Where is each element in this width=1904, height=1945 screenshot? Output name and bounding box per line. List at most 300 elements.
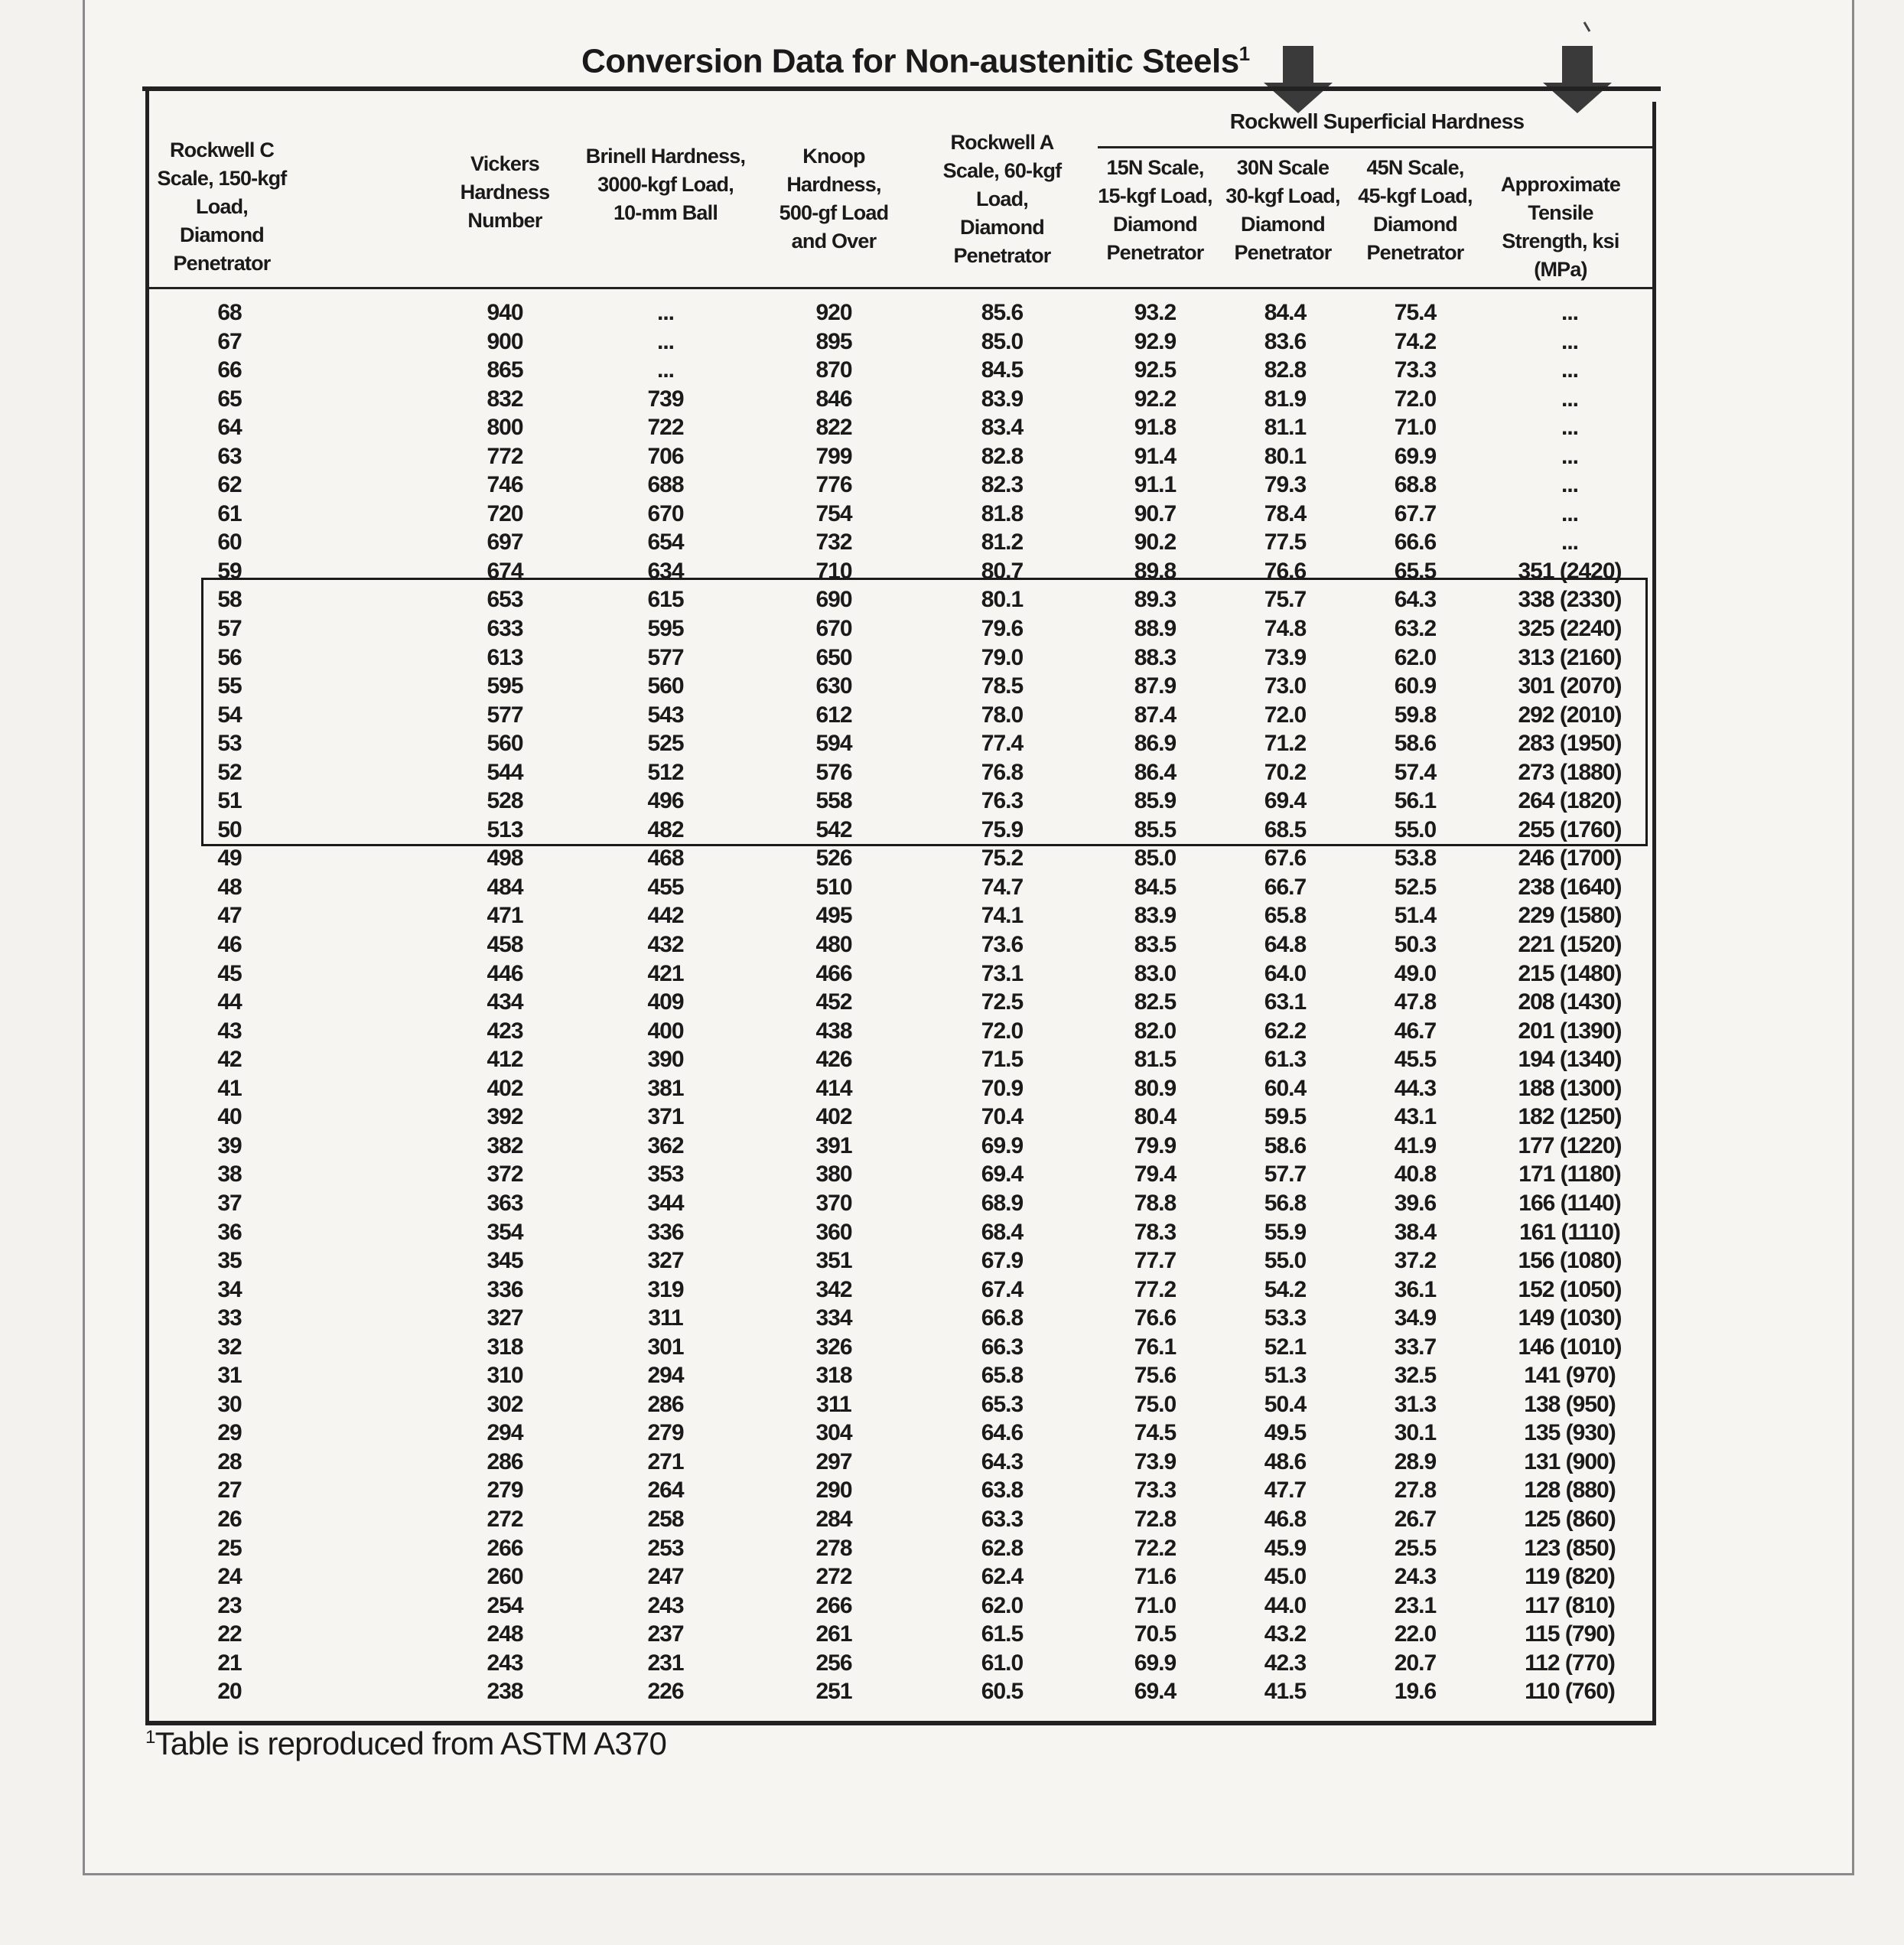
table-row — [145, 844, 1656, 873]
n45-cell: 38.4 — [1394, 1219, 1437, 1245]
tensile-cell: ... — [1561, 500, 1578, 526]
knoop-cell: 754 — [815, 500, 852, 526]
tensile-cell: 283 (1950) — [1518, 731, 1622, 757]
n45-cell: 33.7 — [1394, 1334, 1437, 1360]
n15-cell: 86.9 — [1134, 731, 1177, 757]
rockwell-c-cell: 41 — [217, 1075, 242, 1101]
n15-cell: 72.2 — [1134, 1535, 1177, 1561]
tensile-cell: 131 (900) — [1524, 1448, 1616, 1474]
table-row — [145, 930, 1656, 959]
table-row — [145, 385, 1656, 414]
n30-cell: 49.5 — [1264, 1420, 1307, 1446]
brinell-cell: 442 — [647, 903, 684, 929]
n30-cell: 52.1 — [1264, 1334, 1307, 1360]
rockwell-a-cell: 70.9 — [981, 1075, 1024, 1101]
rockwell-a-cell: 78.0 — [981, 702, 1024, 728]
rockwell-a-cell: 83.9 — [981, 386, 1024, 412]
n15-cell: 91.1 — [1134, 472, 1177, 498]
col-header-rockwell-c: Rockwell C Scale, 150-kgf Load, Diamond Penetrator — [157, 138, 287, 275]
rockwell-a-cell: 62.8 — [981, 1535, 1024, 1561]
vickers-cell: 248 — [487, 1621, 523, 1647]
knoop-cell: 542 — [815, 816, 852, 842]
n30-cell: 42.3 — [1264, 1650, 1307, 1676]
rockwell-a-cell: 75.9 — [981, 816, 1024, 842]
tensile-cell: ... — [1561, 300, 1578, 325]
n45-cell: 28.9 — [1394, 1448, 1437, 1474]
n45-cell: 41.9 — [1394, 1132, 1437, 1158]
rockwell-c-cell: 57 — [217, 616, 242, 642]
n30-cell: 67.6 — [1264, 845, 1307, 872]
tensile-cell: ... — [1561, 386, 1578, 412]
n15-cell: 88.9 — [1134, 616, 1177, 642]
tensile-cell: ... — [1561, 357, 1578, 383]
n15-cell: 90.2 — [1134, 529, 1177, 555]
vickers-cell: 434 — [487, 989, 523, 1015]
rockwell-c-cell: 53 — [217, 731, 242, 757]
tensile-cell: 201 (1390) — [1518, 1018, 1622, 1044]
n15-cell: 87.9 — [1134, 673, 1177, 699]
table-row — [145, 1448, 1656, 1477]
n15-cell: 70.5 — [1134, 1621, 1177, 1647]
rockwell-a-cell: 72.0 — [981, 1018, 1024, 1044]
n30-cell: 78.4 — [1264, 500, 1307, 526]
n30-cell: 45.0 — [1264, 1564, 1307, 1590]
tensile-cell: 194 (1340) — [1518, 1047, 1622, 1073]
table-row — [145, 327, 1656, 357]
table-row — [145, 1476, 1656, 1505]
tensile-cell: 112 (770) — [1525, 1650, 1615, 1676]
tensile-cell: ... — [1561, 443, 1578, 469]
n30-cell: 44.0 — [1264, 1592, 1307, 1618]
knoop-cell: 822 — [815, 415, 852, 441]
n15-cell: 69.9 — [1134, 1650, 1177, 1676]
vickers-cell: 423 — [487, 1018, 523, 1044]
n45-cell: 68.8 — [1394, 472, 1437, 498]
rockwell-a-cell: 84.5 — [981, 357, 1024, 383]
n30-cell: 55.0 — [1264, 1248, 1307, 1274]
tensile-cell: 313 (2160) — [1518, 644, 1622, 670]
n15-cell: 77.7 — [1134, 1248, 1177, 1274]
rockwell-c-cell: 31 — [217, 1363, 242, 1389]
n45-cell: 39.6 — [1394, 1190, 1437, 1216]
n15-cell: 83.9 — [1134, 903, 1177, 929]
brinell-cell: 688 — [647, 472, 684, 498]
rockwell-c-cell: 33 — [217, 1305, 242, 1331]
rockwell-a-cell: 79.6 — [981, 616, 1024, 642]
brinell-cell: 327 — [647, 1248, 684, 1274]
n30-cell: 64.8 — [1264, 932, 1307, 958]
rockwell-c-cell: 28 — [217, 1448, 242, 1474]
highlight-box — [201, 578, 1648, 846]
n45-cell: 26.7 — [1394, 1506, 1437, 1532]
n30-cell: 54.2 — [1264, 1276, 1307, 1302]
tensile-cell: 182 (1250) — [1518, 1104, 1622, 1130]
knoop-cell: 690 — [815, 587, 852, 613]
knoop-cell: 272 — [815, 1564, 852, 1590]
n45-cell: 32.5 — [1394, 1363, 1437, 1389]
rockwell-c-cell: 30 — [217, 1391, 242, 1417]
rockwell-c-cell: 48 — [217, 874, 242, 900]
n15-cell: 80.9 — [1134, 1075, 1177, 1101]
n30-cell: 65.8 — [1264, 903, 1307, 929]
brinell-cell: 253 — [647, 1535, 684, 1561]
brinell-cell: ... — [656, 357, 674, 383]
rockwell-a-cell: 66.3 — [981, 1334, 1024, 1360]
rockwell-a-cell: 71.5 — [981, 1047, 1024, 1073]
n15-cell: 82.0 — [1134, 1018, 1177, 1044]
n45-cell: 59.8 — [1394, 702, 1437, 728]
rockwell-a-cell: 67.9 — [981, 1248, 1024, 1274]
vickers-cell: 800 — [487, 415, 523, 441]
table-row — [145, 1304, 1656, 1333]
rockwell-c-cell: 59 — [217, 558, 242, 584]
vickers-cell: 697 — [487, 529, 523, 555]
rockwell-a-cell: 62.0 — [981, 1592, 1024, 1618]
knoop-cell: 495 — [815, 903, 852, 929]
tensile-cell: 301 (2070) — [1518, 673, 1622, 699]
rockwell-c-cell: 67 — [217, 328, 242, 354]
n45-cell: 22.0 — [1394, 1621, 1437, 1647]
n45-cell: 23.1 — [1394, 1592, 1437, 1618]
n15-cell: 69.4 — [1134, 1679, 1177, 1705]
vickers-cell: 528 — [487, 788, 523, 814]
brinell-cell: 390 — [647, 1047, 684, 1073]
n45-cell: 45.5 — [1394, 1047, 1437, 1073]
n45-cell: 46.7 — [1394, 1018, 1437, 1044]
tensile-cell: 156 (1080) — [1518, 1248, 1622, 1274]
vickers-cell: 498 — [487, 845, 523, 872]
rockwell-c-cell: 61 — [217, 500, 242, 526]
tensile-cell: 161 (1110) — [1519, 1219, 1620, 1245]
rockwell-c-cell: 37 — [217, 1190, 242, 1216]
tensile-cell: 177 (1220) — [1518, 1132, 1622, 1158]
n15-cell: 73.9 — [1134, 1448, 1177, 1474]
rockwell-c-cell: 56 — [217, 644, 242, 670]
table-row — [145, 873, 1656, 902]
knoop-cell: 594 — [815, 731, 852, 757]
tensile-cell: 135 (930) — [1524, 1420, 1616, 1446]
n30-cell: 74.8 — [1264, 616, 1307, 642]
rockwell-c-cell: 47 — [217, 903, 242, 929]
n15-cell: 93.2 — [1134, 300, 1177, 325]
vickers-cell: 294 — [487, 1420, 523, 1446]
n15-cell: 85.0 — [1134, 845, 1177, 872]
table-row — [145, 988, 1656, 1017]
vickers-cell: 310 — [487, 1363, 523, 1389]
rockwell-a-cell: 60.5 — [981, 1679, 1024, 1705]
knoop-cell: 251 — [815, 1679, 852, 1705]
vickers-cell: 363 — [487, 1190, 523, 1216]
table-row — [145, 1562, 1656, 1592]
tensile-cell: 188 (1300) — [1518, 1075, 1622, 1101]
knoop-cell: 318 — [815, 1363, 852, 1389]
tensile-cell: ... — [1561, 415, 1578, 441]
brinell-cell: 231 — [647, 1650, 684, 1676]
table-row — [145, 1677, 1656, 1706]
superficial-hardness-header: Rockwell Superficial Hardness — [1229, 109, 1525, 133]
n45-cell: 72.0 — [1394, 386, 1437, 412]
n15-cell: 80.4 — [1134, 1104, 1177, 1130]
brinell-cell: 279 — [647, 1420, 684, 1446]
table-row — [145, 1333, 1656, 1362]
rockwell-c-cell: 68 — [217, 300, 242, 325]
rockwell-a-cell: 76.8 — [981, 759, 1024, 785]
n45-cell: 51.4 — [1394, 903, 1437, 929]
tensile-cell: 110 (760) — [1525, 1679, 1615, 1705]
brinell-cell: ... — [656, 300, 674, 325]
table-row — [145, 1361, 1656, 1390]
table-title: Conversion Data for Non-austenitic Steels$^1$ — [581, 42, 1250, 80]
brinell-cell: 258 — [647, 1506, 684, 1532]
brinell-cell: 560 — [647, 673, 684, 699]
vickers-cell: 272 — [487, 1506, 523, 1532]
knoop-cell: 630 — [815, 673, 852, 699]
vickers-cell: 345 — [487, 1248, 523, 1274]
vickers-cell: 633 — [487, 616, 523, 642]
rockwell-c-cell: 27 — [217, 1477, 242, 1504]
n15-cell: 79.4 — [1134, 1161, 1177, 1188]
knoop-cell: 380 — [815, 1161, 852, 1188]
n15-cell: 84.5 — [1134, 874, 1177, 900]
tensile-cell: 138 (950) — [1524, 1391, 1616, 1417]
n15-cell: 83.5 — [1134, 932, 1177, 958]
rockwell-c-cell: 49 — [217, 845, 242, 872]
knoop-cell: 480 — [815, 932, 852, 958]
tensile-cell: 273 (1880) — [1518, 759, 1622, 785]
vickers-cell: 446 — [487, 960, 523, 986]
knoop-cell: 326 — [815, 1334, 852, 1360]
vickers-cell: 653 — [487, 587, 523, 613]
rockwell-c-cell: 25 — [217, 1535, 242, 1561]
n30-cell: 76.6 — [1264, 558, 1307, 584]
table-row — [145, 413, 1656, 442]
brinell-cell: 482 — [647, 816, 684, 842]
knoop-cell: 438 — [815, 1018, 852, 1044]
rockwell-a-cell: 82.8 — [981, 443, 1024, 469]
n15-cell: 79.9 — [1134, 1132, 1177, 1158]
knoop-cell: 799 — [815, 443, 852, 469]
tensile-cell: 221 (1520) — [1518, 932, 1622, 958]
col-header-rockwell-a: Rockwell A Scale, 60-kgf Load, Diamond Penetrator — [942, 131, 1062, 267]
tensile-cell: ... — [1561, 328, 1578, 354]
n15-cell: 90.7 — [1134, 500, 1177, 526]
rockwell-a-cell: 63.3 — [981, 1506, 1024, 1532]
brinell-cell: 670 — [647, 500, 684, 526]
n30-cell: 83.6 — [1264, 328, 1307, 354]
n15-cell: 86.4 — [1134, 759, 1177, 785]
vickers-cell: 260 — [487, 1564, 523, 1590]
knoop-cell: 297 — [815, 1448, 852, 1474]
tensile-cell: 238 (1640) — [1518, 874, 1622, 900]
col-header-30n: 30N Scale 30-kgf Load, Diamond Penetrator — [1225, 156, 1340, 264]
brinell-cell: 353 — [647, 1161, 684, 1188]
rockwell-c-cell: 64 — [217, 415, 242, 441]
rockwell-a-cell: 77.4 — [981, 731, 1024, 757]
n30-cell: 51.3 — [1264, 1363, 1307, 1389]
knoop-cell: 342 — [815, 1276, 852, 1302]
n45-cell: 44.3 — [1394, 1075, 1437, 1101]
rockwell-c-cell: 26 — [217, 1506, 242, 1532]
n15-cell: 75.6 — [1134, 1363, 1177, 1389]
footnote: $^1$Table is reproduced from ASTM A370 — [145, 1725, 667, 1761]
n30-cell: 64.0 — [1264, 960, 1307, 986]
table-row — [145, 1074, 1656, 1103]
rockwell-a-cell: 69.9 — [981, 1132, 1024, 1158]
rockwell-a-cell: 64.6 — [981, 1420, 1024, 1446]
vickers-cell: 471 — [487, 903, 523, 929]
vickers-cell: 484 — [487, 874, 523, 900]
vickers-cell: 302 — [487, 1391, 523, 1417]
rockwell-a-cell: 73.1 — [981, 960, 1024, 986]
n45-cell: 20.7 — [1394, 1650, 1437, 1676]
n30-cell: 53.3 — [1264, 1305, 1307, 1331]
rockwell-c-cell: 35 — [217, 1248, 242, 1274]
vickers-cell: 865 — [487, 357, 523, 383]
table-row — [145, 500, 1656, 529]
vickers-cell: 266 — [487, 1535, 523, 1561]
table-row — [145, 471, 1656, 500]
vickers-cell: 746 — [487, 472, 523, 498]
n45-cell: 27.8 — [1394, 1477, 1437, 1504]
tensile-cell: 119 (820) — [1525, 1564, 1615, 1590]
knoop-cell: 558 — [815, 788, 852, 814]
table-row — [145, 1534, 1656, 1563]
n15-cell: 78.3 — [1134, 1219, 1177, 1245]
n45-cell: 37.2 — [1394, 1248, 1437, 1274]
n15-cell: 89.3 — [1134, 587, 1177, 613]
brinell-cell: 634 — [647, 558, 684, 584]
tensile-cell: 117 (810) — [1525, 1592, 1615, 1618]
brinell-cell: 432 — [647, 932, 684, 958]
rockwell-a-cell: 62.4 — [981, 1564, 1024, 1590]
brinell-cell: 362 — [647, 1132, 684, 1158]
knoop-cell: 360 — [815, 1219, 852, 1245]
brinell-cell: 286 — [647, 1391, 684, 1417]
rockwell-a-cell: 79.0 — [981, 644, 1024, 670]
vickers-cell: 458 — [487, 932, 523, 958]
n45-cell: 65.5 — [1394, 558, 1437, 584]
n30-cell: 63.1 — [1264, 989, 1307, 1015]
brinell-cell: 654 — [647, 529, 684, 555]
vickers-cell: 720 — [487, 500, 523, 526]
n45-cell: 58.6 — [1394, 731, 1437, 757]
n30-cell: 61.3 — [1264, 1047, 1307, 1073]
brinell-cell: 400 — [647, 1018, 684, 1044]
table-body — [145, 298, 1656, 1706]
n15-cell: 76.6 — [1134, 1305, 1177, 1331]
n30-cell: 47.7 — [1264, 1477, 1307, 1504]
tensile-cell: 246 (1700) — [1518, 845, 1622, 872]
n15-cell: 88.3 — [1134, 644, 1177, 670]
n30-cell: 72.0 — [1264, 702, 1307, 728]
rockwell-c-cell: 44 — [217, 989, 242, 1015]
tensile-cell: 208 (1430) — [1518, 989, 1622, 1015]
rockwell-c-cell: 20 — [217, 1679, 242, 1705]
n45-cell: 62.0 — [1394, 644, 1437, 670]
knoop-cell: 351 — [815, 1248, 852, 1274]
n45-cell: 69.9 — [1394, 443, 1437, 469]
rockwell-a-cell: 61.5 — [981, 1621, 1024, 1647]
n15-cell: 72.8 — [1134, 1506, 1177, 1532]
vickers-cell: 372 — [487, 1161, 523, 1188]
tensile-cell: 264 (1820) — [1518, 788, 1622, 814]
brinell-cell: 264 — [647, 1477, 684, 1504]
rockwell-a-cell: 81.8 — [981, 500, 1024, 526]
n15-cell: 78.8 — [1134, 1190, 1177, 1216]
rockwell-a-cell: 85.0 — [981, 328, 1024, 354]
n45-cell: 66.6 — [1394, 529, 1437, 555]
rockwell-a-cell: 65.3 — [981, 1391, 1024, 1417]
rockwell-a-cell: 75.2 — [981, 845, 1024, 872]
brinell-cell: 294 — [647, 1363, 684, 1389]
n15-cell: 89.8 — [1134, 558, 1177, 584]
tensile-cell: 325 (2240) — [1518, 616, 1622, 642]
n45-cell: 25.5 — [1394, 1535, 1437, 1561]
rockwell-a-cell: 72.5 — [981, 989, 1024, 1015]
knoop-cell: 284 — [815, 1506, 852, 1532]
rockwell-c-cell: 60 — [217, 529, 242, 555]
n45-cell: 30.1 — [1394, 1420, 1437, 1446]
rockwell-c-cell: 38 — [217, 1161, 242, 1188]
rockwell-a-cell: 76.3 — [981, 788, 1024, 814]
n45-cell: 47.8 — [1394, 989, 1437, 1015]
rockwell-c-cell: 34 — [217, 1276, 242, 1302]
n15-cell: 82.5 — [1134, 989, 1177, 1015]
vickers-cell: 336 — [487, 1276, 523, 1302]
rockwell-c-cell: 43 — [217, 1018, 242, 1044]
rockwell-a-cell: 80.1 — [981, 587, 1024, 613]
rockwell-c-cell: 58 — [217, 587, 242, 613]
rockwell-a-cell: 70.4 — [981, 1104, 1024, 1130]
vickers-cell: 544 — [487, 759, 523, 785]
knoop-cell: 526 — [815, 845, 852, 872]
brinell-cell: 243 — [647, 1592, 684, 1618]
knoop-cell: 650 — [815, 644, 852, 670]
n30-cell: 71.2 — [1264, 731, 1307, 757]
rockwell-c-cell: 40 — [217, 1104, 242, 1130]
tensile-cell: 149 (1030) — [1518, 1305, 1622, 1331]
table-row — [145, 1390, 1656, 1419]
brinell-cell: 595 — [647, 616, 684, 642]
n45-cell: 67.7 — [1394, 500, 1437, 526]
brinell-cell: 311 — [648, 1305, 683, 1331]
n45-cell: 64.3 — [1394, 587, 1437, 613]
rockwell-a-cell: 66.8 — [981, 1305, 1024, 1331]
rockwell-c-cell: 46 — [217, 932, 242, 958]
n15-cell: 74.5 — [1134, 1420, 1177, 1446]
table-row — [145, 1592, 1656, 1621]
n30-cell: 43.2 — [1264, 1621, 1307, 1647]
n45-cell: 74.2 — [1394, 328, 1437, 354]
vickers-cell: 392 — [487, 1104, 523, 1130]
knoop-cell: 256 — [815, 1650, 852, 1676]
n30-cell: 80.1 — [1264, 443, 1307, 469]
rockwell-a-cell: 74.7 — [981, 874, 1024, 900]
vickers-cell: 238 — [487, 1679, 523, 1705]
brinell-cell: 421 — [647, 960, 684, 986]
n45-cell: 36.1 — [1394, 1276, 1437, 1302]
knoop-cell: 612 — [815, 702, 852, 728]
vickers-cell: 382 — [487, 1132, 523, 1158]
n45-cell: 50.3 — [1394, 932, 1437, 958]
knoop-cell: 266 — [815, 1592, 852, 1618]
n45-cell: 73.3 — [1394, 357, 1437, 383]
rockwell-a-cell: 80.7 — [981, 558, 1024, 584]
n30-cell: 68.5 — [1264, 816, 1307, 842]
rockwell-a-cell: 64.3 — [981, 1448, 1024, 1474]
n45-cell: 60.9 — [1394, 673, 1437, 699]
rockwell-c-cell: 65 — [217, 386, 242, 412]
